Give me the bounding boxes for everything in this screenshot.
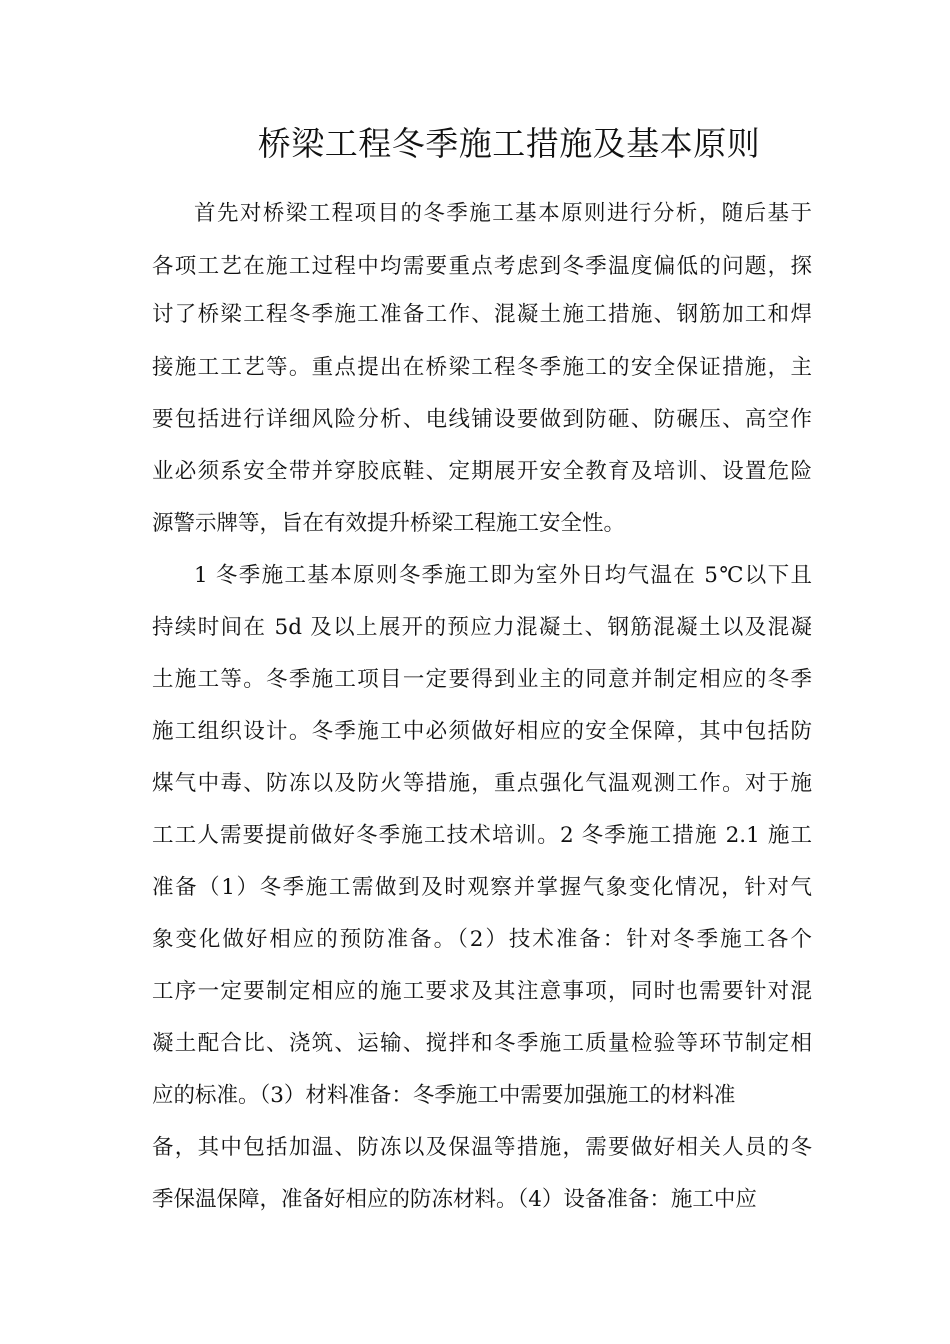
text-line-1: 首先对桥梁工程项目的冬季施工基本原则进行分析，随后基于 bbox=[194, 201, 812, 226]
text-line-5: 要包括进行详细风险分析、电线铺设要做到防砸、防碾压、高空作 bbox=[152, 407, 812, 432]
text-line-11: 施工组织设计。冬季施工中必须做好相应的安全保障，其中包括防 bbox=[152, 719, 812, 744]
text-line-6: 业必须系安全带并穿胶底鞋、定期展开安全教育及培训、设置危险 bbox=[152, 459, 812, 484]
text-line-2: 各项工艺在施工过程中均需要重点考虑到冬季温度偏低的问题，探 bbox=[152, 254, 812, 279]
text-line-17: 凝土配合比、浇筑、运输、搅拌和冬季施工质量检验等环节制定相 bbox=[152, 1031, 812, 1056]
text-line-8: 1 冬季施工基本原则冬季施工即为室外日均气温在 5℃以下且 bbox=[194, 563, 812, 588]
document-title: 桥梁工程冬季施工措施及基本原则 bbox=[257, 124, 761, 163]
text-line-15: 象变化做好相应的预防准备。（2）技术准备：针对冬季施工各个 bbox=[152, 927, 812, 952]
text-line-9: 持续时间在 5d 及以上展开的预应力混凝土、钢筋混凝土以及混凝 bbox=[152, 615, 812, 640]
text-line-14: 准备（1）冬季施工需做到及时观察并掌握气象变化情况，针对气 bbox=[152, 875, 812, 900]
text-line-16: 工序一定要制定相应的施工要求及其注意事项，同时也需要针对混 bbox=[152, 979, 812, 1004]
text-line-19: 备，其中包括加温、防冻以及保温等措施，需要做好相关人员的冬 bbox=[152, 1135, 812, 1160]
text-line-3: 讨了桥梁工程冬季施工准备工作、混凝土施工措施、钢筋加工和焊 bbox=[152, 302, 812, 327]
text-line-10: 土施工等。冬季施工项目一定要得到业主的同意并制定相应的冬季 bbox=[152, 667, 812, 692]
text-line-4: 接施工工艺等。重点提出在桥梁工程冬季施工的安全保证措施，主 bbox=[152, 355, 812, 380]
text-line-13: 工工人需要提前做好冬季施工技术培训。2 冬季施工措施 2.1 施工 bbox=[152, 823, 812, 848]
text-line-12: 煤气中毒、防冻以及防火等措施，重点强化气温观测工作。对于施 bbox=[152, 771, 812, 796]
text-line-7: 源警示牌等，旨在有效提升桥梁工程施工安全性。 bbox=[152, 511, 626, 536]
text-line-18: 应的标准。（3）材料准备：冬季施工中需要加强施工的材料准 bbox=[152, 1083, 736, 1108]
text-line-20: 季保温保障，准备好相应的防冻材料。（4）设备准备：施工中应 bbox=[152, 1187, 757, 1212]
